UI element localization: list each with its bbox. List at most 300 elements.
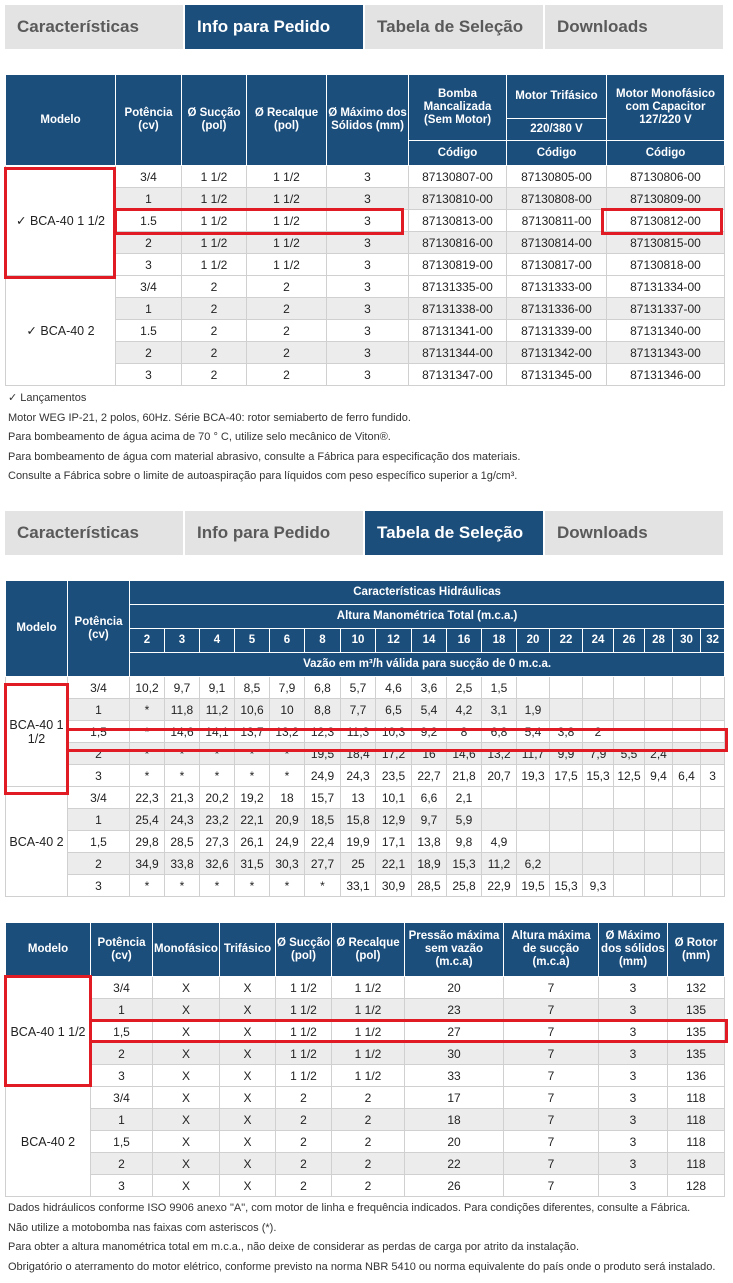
header-cell: Ø Rotor (mm) [668,923,725,977]
table-cell: 87131341-00 [409,320,507,342]
table-cell: 87131347-00 [409,364,507,386]
header-head-value: 2 [130,629,165,653]
note-line: Consulte a Fábrica sobre o limite de autoaspiração para líquidos com peso específico superior a 1g/cm³. [8,470,518,482]
table-cell: 16 [412,743,447,765]
table-cell: 87131339-00 [507,320,607,342]
table-cell: X [220,977,276,999]
table-cell [701,831,725,853]
table-cell [701,809,725,831]
table-cell: 1.5 [116,210,182,232]
table-cell [673,809,701,831]
table-cell: 7 [504,1065,599,1087]
table-cell: X [220,1131,276,1153]
table-cell: X [153,977,220,999]
header-monofasico-label: Motor Monofásico com Capacitor [615,88,716,113]
table-cell: 14,6 [447,743,482,765]
table-cell: 3 [599,977,668,999]
table-cell: 30 [405,1043,504,1065]
table-cell: 87131333-00 [507,276,607,298]
table-cell: 17 [405,1087,504,1109]
table-cell: 136 [668,1065,725,1087]
model-cell: BCA-40 2 [6,1087,91,1197]
note-line: Para bombeamento de água acima de 70 ° C, utilize selo mecânico de Viton®. [8,431,391,443]
table-cell [550,787,583,809]
table-cell: 7 [504,999,599,1021]
table-cell: 9,8 [447,831,482,853]
table-cell: 2 [116,232,182,254]
table-cell: 87130807-00 [409,166,507,188]
table-cell: 9,3 [583,875,614,897]
table-cell: 2 [182,298,247,320]
table-cell: * [165,765,200,787]
table-cell [614,809,645,831]
table-cell: 13,7 [235,721,270,743]
table-cell: 3 [599,1065,668,1087]
table-cell: 19,5 [517,875,550,897]
table-cell: 10 [270,699,305,721]
table-cell: 28,5 [412,875,447,897]
header-cell: Ø Sucção (pol) [276,923,332,977]
table-cell: 87130815-00 [607,232,725,254]
table-cell: 1 [68,809,130,831]
table-cell: * [235,743,270,765]
table-row [6,276,725,298]
table-cell: 87131336-00 [507,298,607,320]
header-cell: Modelo [6,923,91,977]
table-cell: * [270,765,305,787]
header-potencia: Potência (cv) [68,581,130,677]
table-cell: 18,9 [412,853,447,875]
table-cell: 22,1 [376,853,412,875]
model-cell: BCA-40 1 1/2 [6,977,91,1087]
table-cell: 25,8 [447,875,482,897]
header-codigo-monofasico: Código [607,141,725,166]
table-cell: * [130,765,165,787]
table-cell: 118 [668,1109,725,1131]
table-cell: 26 [405,1175,504,1197]
model-cell: ✓ BCA-40 2 [6,276,116,386]
table-cell: 1,5 [68,721,130,743]
table-cell: 2 [91,1043,153,1065]
table-cell: 2 [332,1131,405,1153]
table-row [6,699,725,721]
table-cell: X [153,1087,220,1109]
table-cell: 11,2 [200,699,235,721]
header-caracteristicas: Características Hidráulicas [130,581,725,605]
header-codigo-bomba: Código [409,141,507,166]
table-cell: 1 1/2 [182,232,247,254]
table-cell: 87131334-00 [607,276,725,298]
table-cell: 1,5 [91,1131,153,1153]
table-cell: 2 [276,1087,332,1109]
table-cell: X [153,1153,220,1175]
table-cell: 87130811-00 [507,210,607,232]
table-cell: 20,2 [200,787,235,809]
table-cell [614,875,645,897]
table-cell: 1 1/2 [247,166,327,188]
header-head-value: 6 [270,629,305,653]
table-cell: 7 [504,1153,599,1175]
table-cell: 10,1 [376,787,412,809]
table-cell [645,875,673,897]
table-cell: 7,7 [341,699,376,721]
header-head-value: 8 [305,629,341,653]
table-cell: 29,8 [130,831,165,853]
order-table [5,74,725,386]
table-cell: 2 [332,1087,405,1109]
table-cell: 33 [405,1065,504,1087]
table-cell: 1 [91,999,153,1021]
table-cell: 1.5 [116,320,182,342]
table-cell: 2 [247,364,327,386]
table-cell [614,853,645,875]
header-head-value: 20 [517,629,550,653]
table-cell: 34,9 [130,853,165,875]
table-cell: 20 [405,977,504,999]
table-cell [645,699,673,721]
table-cell: 9,1 [200,677,235,699]
table-row [6,1131,725,1153]
table-cell: 1 1/2 [276,999,332,1021]
table-cell [673,787,701,809]
header-head-value: 26 [614,629,645,653]
table-cell: 2,4 [645,743,673,765]
tab-info-pedido[interactable]: Info para Pedido [185,511,363,555]
header-modelo: Modelo [6,75,116,166]
table-cell: 3 [599,1087,668,1109]
header-monofasico-voltage: 127/220 V [639,114,692,126]
table-cell: 3 [327,232,409,254]
header-trifasico: Motor Trifásico [507,75,607,119]
table-cell: 2 [247,276,327,298]
table-cell [701,787,725,809]
table-cell: 9,9 [550,743,583,765]
table-cell: 18,5 [305,809,341,831]
table-cell: 30,3 [270,853,305,875]
table-cell: X [153,999,220,1021]
table-cell: 4,6 [376,677,412,699]
table-cell: 2 [116,342,182,364]
header-cell: Altura máxima de sucção (m.c.a) [504,923,599,977]
table-cell: 12,3 [305,721,341,743]
table-cell: 87130813-00 [409,210,507,232]
note-line: Motor WEG IP-21, 2 polos, 60Hz. Série BCA-40: rotor semiaberto de ferro fundido. [8,411,411,424]
table-cell: 3 [599,1131,668,1153]
table-row [6,831,725,853]
table-cell: 2 [91,1153,153,1175]
table-cell: 2 [332,1175,405,1197]
table-cell: 135 [668,1021,725,1043]
table-cell: * [200,765,235,787]
table-cell: * [270,743,305,765]
table-cell: 3 [327,342,409,364]
table-cell [583,677,614,699]
table-cell: X [153,1043,220,1065]
header-head-value: 18 [482,629,517,653]
table-row [6,721,725,743]
table-cell: 19,2 [235,787,270,809]
table-cell: 8,8 [305,699,341,721]
table-cell: 87130808-00 [507,188,607,210]
table-cell: 2 [182,320,247,342]
header-head-value: 16 [447,629,482,653]
table-row [6,677,725,699]
table-cell [550,699,583,721]
table-cell: 7 [504,1175,599,1197]
table-cell: 3/4 [91,1087,153,1109]
table-row [6,1109,725,1131]
table-cell: * [235,875,270,897]
table-cell: 2 [182,276,247,298]
table-cell: 12,9 [376,809,412,831]
header-head-value: 14 [412,629,447,653]
table-cell [614,721,645,743]
table-cell: 23,2 [200,809,235,831]
table-cell: 2 [276,1131,332,1153]
table-cell: X [220,1065,276,1087]
table-cell: 1 1/2 [247,210,327,232]
table-cell [645,853,673,875]
table-cell: 5,7 [341,677,376,699]
table-cell: 1,5 [68,831,130,853]
table-cell: 1,5 [91,1021,153,1043]
table-cell: 87131346-00 [607,364,725,386]
table-cell: * [130,699,165,721]
header-codigo-trifasico: Código [507,141,607,166]
header-succao: Ø Sucção (pol) [182,75,247,166]
table-cell: 3,6 [412,677,447,699]
table-cell: 3 [599,999,668,1021]
table-cell: 27,7 [305,853,341,875]
table-cell: 8,5 [235,677,270,699]
table-cell [701,677,725,699]
note-line: ✓ Lançamentos [8,392,87,404]
table-cell: 3/4 [68,677,130,699]
table-row [6,1153,725,1175]
table-cell: 3 [327,166,409,188]
specs-table [5,922,725,1197]
table-cell: 5,4 [517,721,550,743]
table-cell [550,809,583,831]
table-cell: X [153,1175,220,1197]
table-cell: 22,7 [412,765,447,787]
table-cell: 3 [91,1065,153,1087]
table-cell: 12,5 [614,765,645,787]
table-cell [645,677,673,699]
table-cell: X [220,1153,276,1175]
table-cell [614,831,645,853]
tab-caracteristicas[interactable]: Características [5,5,183,49]
table-row [6,809,725,831]
table-cell: 7,9 [270,677,305,699]
table-cell: 87131335-00 [409,276,507,298]
table-cell: 32,6 [200,853,235,875]
table-row [6,1021,725,1043]
table-cell [583,853,614,875]
note-line: Não utilize a motobomba nas faixas com asteriscos (*). [8,1221,277,1234]
table-cell [517,831,550,853]
table-cell: 87130806-00 [607,166,725,188]
tab-downloads[interactable]: Downloads [545,5,723,49]
table-cell: 23 [405,999,504,1021]
table-cell: 1 1/2 [276,1043,332,1065]
table-cell: 3 [599,1043,668,1065]
table-cell: * [130,743,165,765]
table-cell: 19,3 [517,765,550,787]
table-cell: 6,8 [482,721,517,743]
table-cell: 2 [276,1175,332,1197]
table-cell: 10,3 [376,721,412,743]
table-cell: 1 1/2 [276,1021,332,1043]
table-cell: 7,9 [583,743,614,765]
header-cell: Potência (cv) [91,923,153,977]
table-cell: 20,7 [482,765,517,787]
table-cell: 2 [182,342,247,364]
table-cell: 11,2 [482,853,517,875]
table-cell: 1 1/2 [247,188,327,210]
table-cell [517,787,550,809]
table-cell: 33,8 [165,853,200,875]
header-head-value: 28 [645,629,673,653]
table-cell: 23,5 [376,765,412,787]
table-cell: 14,1 [200,721,235,743]
table-row [6,1065,725,1087]
table-cell: 3 [68,875,130,897]
table-cell: 87131338-00 [409,298,507,320]
table-row [6,1175,725,1197]
model-cell: ✓ BCA-40 1 1/2 [6,166,116,276]
table-cell: 118 [668,1087,725,1109]
table-cell [673,721,701,743]
table-cell: 25,4 [130,809,165,831]
tab-tabela-selecao[interactable]: Tabela de Seleção [365,511,543,555]
table-cell: 1 1/2 [247,254,327,276]
table-cell: 2 [276,1109,332,1131]
table-cell: 19,5 [305,743,341,765]
tab-tabela-selecao[interactable]: Tabela de Seleção [365,5,543,49]
table-cell [701,743,725,765]
table-cell: 6,6 [412,787,447,809]
table-cell: 87131342-00 [507,342,607,364]
table-cell: 135 [668,999,725,1021]
table-cell: 3 [116,254,182,276]
header-bomba: Bomba Mancalizada (Sem Motor) [409,75,507,141]
table-cell: 3 [327,210,409,232]
table-cell: 2 [332,1109,405,1131]
table-cell: 6,8 [305,677,341,699]
header-head-value: 30 [673,629,701,653]
header-potencia: Potência (cv) [116,75,182,166]
table-cell: 3 [327,320,409,342]
table-row [6,166,725,188]
header-cell: Ø Recalque (pol) [332,923,405,977]
table-cell: 3 [327,254,409,276]
tabs-top [5,5,723,49]
header-head-value: 3 [165,629,200,653]
table-cell: 1 [116,188,182,210]
table-cell [482,787,517,809]
table-cell [645,721,673,743]
table-cell: 17,5 [550,765,583,787]
table-cell: X [153,1131,220,1153]
table-cell: 7 [504,977,599,999]
table-cell: 30,9 [376,875,412,897]
table-cell: 28,5 [165,831,200,853]
table-cell [701,853,725,875]
table-cell: 7 [504,1109,599,1131]
table-cell: 1 [68,699,130,721]
table-cell: X [220,999,276,1021]
table-cell [645,809,673,831]
table-cell [673,875,701,897]
table-cell [673,831,701,853]
table-cell: 24,3 [165,809,200,831]
model-cell: BCA-40 1 1/2 [6,677,68,787]
table-cell: 21,3 [165,787,200,809]
header-recalque: Ø Recalque (pol) [247,75,327,166]
table-cell: 1,9 [517,699,550,721]
table-cell: 2 [583,721,614,743]
table-cell: 18 [405,1109,504,1131]
table-cell: 9,4 [645,765,673,787]
table-cell: * [305,875,341,897]
table-cell: 13,8 [412,831,447,853]
table-cell: 22 [405,1153,504,1175]
table-cell: 87130809-00 [607,188,725,210]
table-cell: 2 [68,853,130,875]
tab-downloads[interactable]: Downloads [545,511,723,555]
table-cell: 87131340-00 [607,320,725,342]
table-cell: 5,5 [614,743,645,765]
header-cell: Pressão máxima sem vazão (m.c.a) [405,923,504,977]
header-head-value: 5 [235,629,270,653]
table-cell: 26,1 [235,831,270,853]
table-cell: 15,7 [305,787,341,809]
tab-caracteristicas[interactable]: Características [5,511,183,555]
header-head-value: 12 [376,629,412,653]
table-row [6,1043,725,1065]
table-cell: * [235,765,270,787]
table-row [6,1087,725,1109]
table-cell: 20 [405,1131,504,1153]
table-row [6,999,725,1021]
table-cell: 14,6 [165,721,200,743]
header-head-value: 10 [341,629,376,653]
table-cell: 5,4 [412,699,447,721]
table-cell: 7 [504,1087,599,1109]
table-cell: 20,9 [270,809,305,831]
table-cell: 3,8 [550,721,583,743]
table-cell: 2,5 [447,677,482,699]
order-notes [8,389,520,487]
table-cell: 15,3 [550,875,583,897]
table-cell: 18 [270,787,305,809]
table-cell: 2 [182,364,247,386]
table-cell [482,809,517,831]
table-cell: 3 [599,1021,668,1043]
table-cell: 4,9 [482,831,517,853]
table-cell: 17,1 [376,831,412,853]
table-cell: 87130817-00 [507,254,607,276]
table-cell: 3/4 [91,977,153,999]
table-cell: * [200,743,235,765]
tab-info-pedido[interactable]: Info para Pedido [185,5,363,49]
table-cell: 6,4 [673,765,701,787]
header-modelo: Modelo [6,581,68,677]
table-cell: 25 [341,853,376,875]
table-cell: 1 1/2 [332,1021,405,1043]
table-cell: 135 [668,1043,725,1065]
